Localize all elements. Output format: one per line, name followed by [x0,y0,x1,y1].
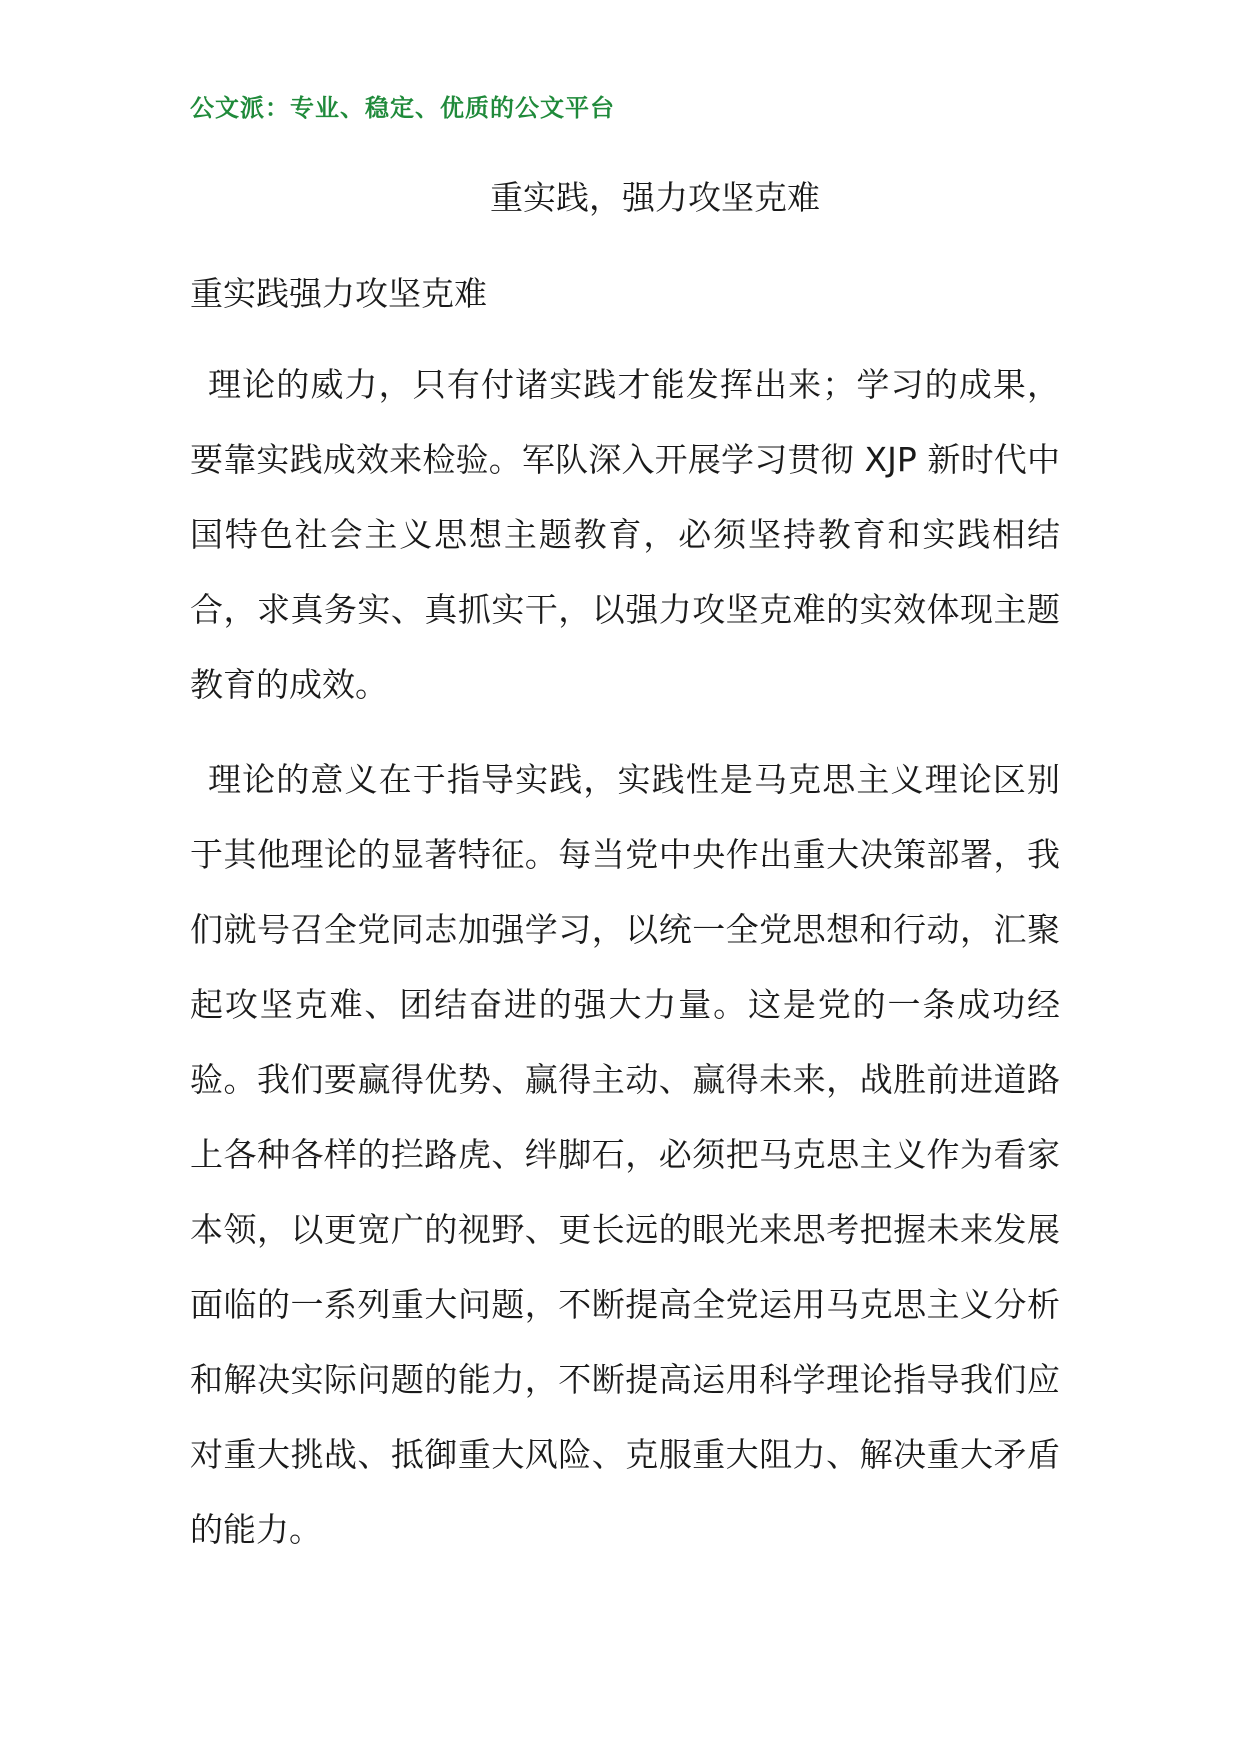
body-paragraph: 理论的意义在于指导实践，实践性是马克思主义理论区别于其他理论的显著特征。每当党中央作出重大决策部署，我们就号召全党同志加强学习，以统一全党思想和行动，汇聚起攻坚克难、团结奋进的强大力量。这是党的一条成功经验。我们要赢得优势、赢得主动、赢得未来，战胜前进道路上各种各样的拦路虎、绊脚石，必须把马克思主义作为看家本领，以更宽广的视野、更长远的眼光来思考把握未来发展面临的一系列重大问题，不断提高全党运用马克思主义分析和解决实际问题的能力，不断提高运用科学理论指导我们应对重大挑战、抵御重大风险、克服重大阻力、解决重大矛盾的能力。 [190,760,1060,1549]
document-subtitle: 重实践强力攻坚克难 [190,274,487,313]
document-body [190,347,1060,1587]
document-title: 重实践，强力攻坚克难 [490,178,820,217]
site-header-brand: 公文派：专业、稳定、优质的公文平台 [190,94,615,122]
body-paragraph: 理论的威力，只有付诸实践才能发挥出来；学习的成果，要靠实践成效来检验。军队深入开展学习贯彻 XJP 新时代中国特色社会主义思想主题教育，必须坚持教育和实践相结合，求真务实、真抓实干，以强力攻坚克难的实效体现主题教育的成效。 [190,365,1060,704]
